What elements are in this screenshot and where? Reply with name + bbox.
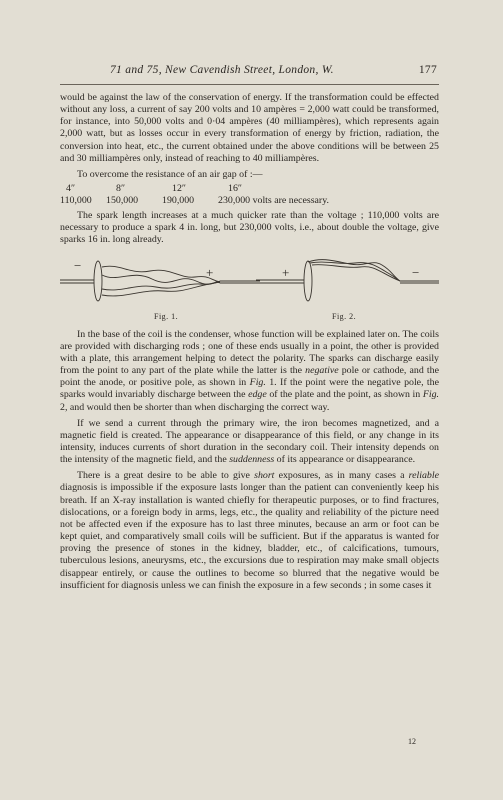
fig2-plate bbox=[304, 261, 312, 301]
paragraph-magnetic-field bbox=[60, 418, 439, 467]
fig1-minus-label: − bbox=[74, 257, 82, 273]
gap-voltage-table bbox=[60, 183, 439, 207]
text-run: diagnosis is impossible if the exposure lasts longer than the patient can conveniently keep his breath. If an X-ray installation is wanted chiefly for therapeutic purposes, or to find fractures, dislocations, or a foreign body in arms, legs, etc., the quality and reliability of the picture need not be affected even if the exposure has to last three minutes, because an arm or foot can be kept quiet, and comparatively small coils will be sufficient. But if the apparatus is wanted for proving the presence of stones in the kidney, bladder, etc., of calcifications, tumours, tuberculous lesions, aneurysms, etc., the excursions due to respiration may make small objects disappear entirely, or cause the outlines to become so blurred that the negative would be insufficient for diagnosis unless we can finish the exposure in a few seconds ; in some cases it bbox=[60, 482, 439, 591]
voltage: 110,000 bbox=[60, 195, 92, 207]
text-run: of the plate and the point, as shown in bbox=[266, 389, 423, 401]
running-title: 71 and 75, New Cavendish Street, London, W. bbox=[110, 64, 334, 76]
text-run: 1. If the point were the negative pole, the sparks would invariably discharge between the bbox=[60, 377, 439, 401]
emphasis: short bbox=[254, 470, 275, 482]
figure-2-caption: Fig. 2. bbox=[332, 311, 357, 321]
paragraph-energy: would be against the law of the conservation of energy. If the transformation could be effected without any loss, a current of say 200 volts and 10 ampères = 2,000 watt could be transformed, for instance, into 50,000 volts and 0·04 ampères (40 milliampères), which represents again 2,000 watt, but as losses occur in every transformation of energy by friction, radiation, the conversion into heat, etc., the current obtained under the above conditions will be between 25 and 30 milliampères only, instead of reaching to 40 milliampères. bbox=[60, 92, 439, 164]
fig1-spark bbox=[102, 266, 220, 282]
text-run: If we send a current through the primary wire, the iron becomes magnetized, and a magnetic field is created. The appearance or disappearance of this field, or any change in its intensity, induces currents of short duration in the secondary coil. Their intensity depends on the intensity of the magnetic field, and the bbox=[60, 417, 439, 466]
page-body bbox=[60, 92, 439, 592]
spark-figures-drawing bbox=[60, 253, 439, 311]
emphasis: Fig. bbox=[249, 377, 266, 389]
text-run: exposures, as in many cases a bbox=[274, 470, 409, 482]
header-rule bbox=[60, 84, 439, 85]
text-run: of its appearance or disappearance. bbox=[274, 454, 416, 466]
fig2-minus-label: − bbox=[412, 264, 420, 280]
figure-1-caption: Fig. 1. bbox=[154, 311, 179, 321]
text-run: In the base of the coil is the condenser, whose function will be explained later on. The coils are provided with discharging rods ; one of these ends usually in a point, the other is provided with a plate, this arrangement helping to detect the polarity. The sparks can discharge easily from the point to any part of the plate while the latter is the bbox=[60, 328, 439, 377]
fig1-plate bbox=[94, 261, 102, 301]
signature-mark: 12 bbox=[408, 737, 416, 746]
emphasis: Fig. bbox=[422, 389, 440, 401]
gap-length: 4″ bbox=[66, 183, 76, 195]
gap-length: 12″ bbox=[172, 183, 186, 195]
emphasis: reliable bbox=[408, 470, 439, 482]
paragraph-short-exposures bbox=[60, 470, 439, 592]
page-number: 177 bbox=[418, 64, 437, 76]
fig1-plus-label: + bbox=[206, 264, 214, 280]
paragraph-condenser bbox=[60, 329, 439, 414]
emphasis: negative bbox=[305, 365, 339, 377]
gap-length: 8″ bbox=[116, 183, 126, 195]
voltage: 190,000 bbox=[162, 195, 195, 207]
voltage: 150,000 bbox=[106, 195, 139, 207]
text-run: There is a great desire to be able to give bbox=[77, 470, 255, 482]
paragraph-air-gap: To overcome the resistance of an air gap of :— bbox=[77, 168, 263, 180]
figure-1-drawing bbox=[60, 261, 260, 301]
gap-lengths-row bbox=[60, 183, 439, 195]
voltages-row: 110,000 150,000 190,000 230,000 volts are necessary. bbox=[60, 195, 329, 207]
gap-length: 16″ bbox=[228, 183, 242, 195]
fig2-plus-label: + bbox=[282, 264, 290, 280]
emphasis: suddenness bbox=[229, 454, 275, 466]
emphasis: edge bbox=[248, 389, 267, 401]
text-run: pole or cathode, and the point the anode, or positive pole, as shown in bbox=[60, 365, 439, 389]
paragraph-spark-length: The spark length increases at a much quicker rate than the voltage ; 110,000 volts are necessary to produce a spark 4 in. long, but 230,000 volts, i.e., about double the voltage, give sparks 16 in. long already. bbox=[60, 210, 439, 246]
figures bbox=[60, 253, 439, 323]
text-run: 2, and would then be shorter than when discharging the correct way. bbox=[60, 401, 330, 413]
